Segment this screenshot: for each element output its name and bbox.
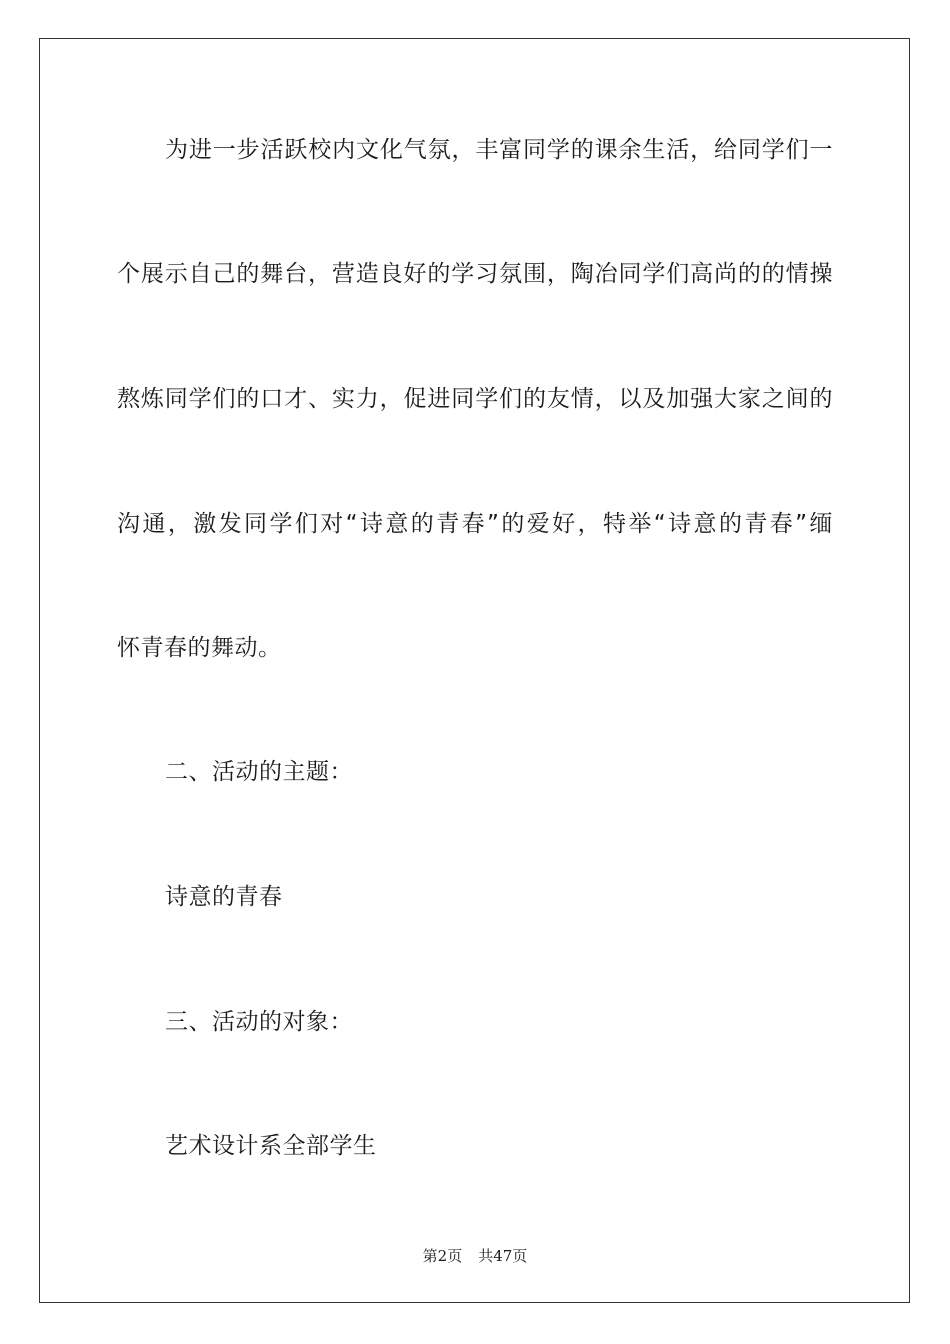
- paragraph-line-4: 沟通，激发同学们对“诗意的青春”的爱好，特举“诗意的青春”缅: [117, 511, 833, 537]
- page-footer: [0, 1246, 950, 1266]
- section-two-body: 诗意的青春: [165, 884, 283, 910]
- page-border: [39, 38, 910, 1303]
- page-number: 第2页: [422, 1247, 463, 1265]
- paragraph-line-2: 个展示自己的舞台，营造良好的学习氛围，陶冶同学们高尚的的情操: [117, 261, 833, 287]
- paragraph-line-5: 怀青春的舞动。: [117, 635, 282, 661]
- page-total: 共47页: [478, 1247, 528, 1265]
- section-two-heading: 二、活动的主题：: [165, 759, 353, 785]
- paragraph-line-1: 为进一步活跃校内文化气氛，丰富同学的课余生活，给同学们一: [165, 137, 833, 163]
- paragraph-line-3: 熬炼同学们的口才、实力，促进同学们的友情，以及加强大家之间的: [117, 386, 833, 412]
- section-three-body: 艺术设计系全部学生: [165, 1133, 377, 1159]
- section-three-heading: 三、活动的对象：: [165, 1009, 353, 1035]
